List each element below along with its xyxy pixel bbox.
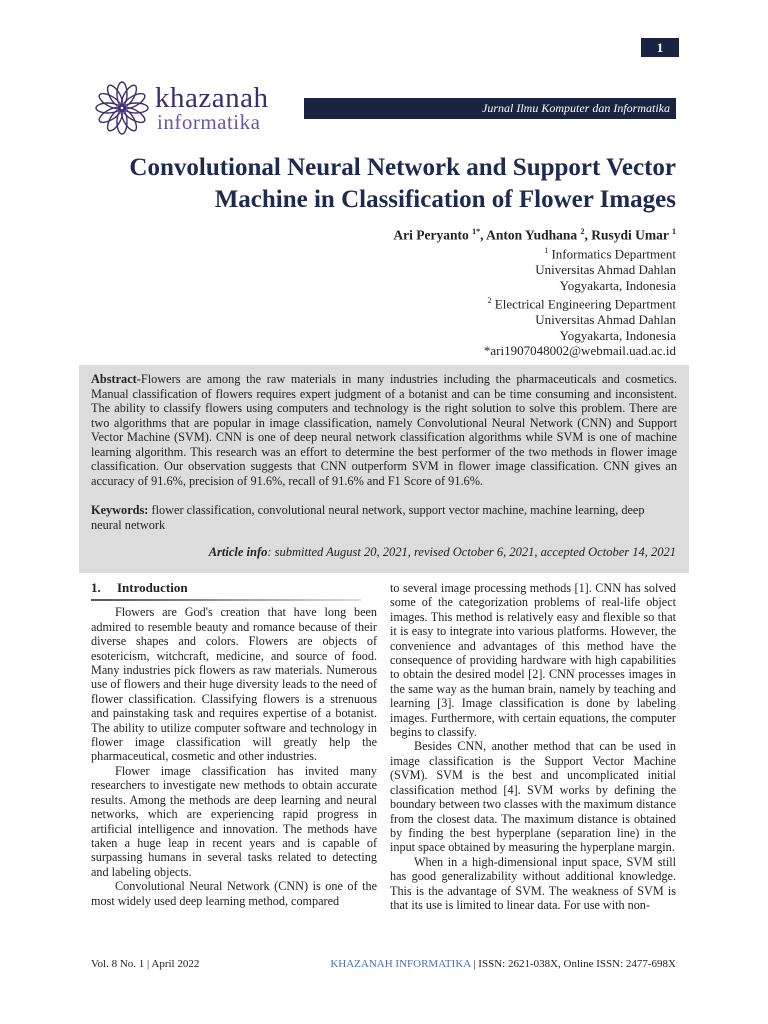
author-names: Ari Peryanto $^{1*}$, Anton Yudhana $^2$, Rusydi Umar $^1$ bbox=[393, 227, 676, 243]
paragraph: Flowers are God's creation that have long been admired to resemble beauty and romance because of their diverse shapes and colors. Flowers are objects of esotericism, witchcraft, medicine, and source of food. Many industries pick flowers as raw materials. Numerous use of flowers and their huge diversity leads to the need of flower classification. Classifying flowers is a strenuous and painstaking task and requires expertise of a botanist. The ability to utilize computer software and technology in flower image classification will greatly help the pharmaceutical, cosmetic and other industries. bbox=[91, 605, 377, 764]
author-3: Rusydi Umar bbox=[591, 227, 669, 243]
abstract-text: Flowers are among the raw materials in many industries including the pharmaceuticals and cosmetics. Manual classification of flowers requires expert judgment of a botanist and can be time consuming and inconsistent. The ability to classify flowers using computers and technology is the right solution to solve this problem. There are two algorithms that are popular in image classification, namely Convolutional Neural Network (CNN) and Support Vector Machine (SVM). CNN is one of deep neural network classification algorithms while SVM is one of machine learning algorithm. This research was an effort to determine the best performer of the two methods in flower image classification. Our observation suggests that CNN outperform SVM in flower image classification. CNN gives an accuracy of 91.6%, precision of 91.6%, recall of 91.6% and F1 Score of 91.6%. bbox=[91, 372, 677, 488]
title-line-2: Machine in Classification of Flower Images bbox=[214, 186, 676, 213]
paragraph: Flower image classification has invited many researchers to investigate new methods to obtain accurate results. Among the methods are deep learning and neural networks, which are experiencing rapid progress in artificial intelligence and innovation. The methods have taken a huge leap in recent years and is capable of surpassing humans in several tasks related to detecting and labeling objects. bbox=[91, 763, 377, 879]
keywords bbox=[91, 503, 677, 532]
article-info bbox=[209, 545, 676, 560]
article-info-label: Article info bbox=[208, 545, 268, 559]
journal-name-bar: Jurnal Ilmu Komputer dan Informatika bbox=[304, 98, 676, 119]
keywords-text: flower classification, convolutional neural network, support vector machine, machine learning, deep neural network bbox=[91, 503, 645, 532]
logo-wordmark-line2: informatika bbox=[157, 110, 261, 134]
abstract bbox=[91, 372, 677, 488]
affiliation-2-city: Yogyakarta, Indonesia bbox=[559, 327, 676, 343]
paragraph: When in a high-dimensional input space, SVM still has good generalizability without additional knowledge. This is the advantage of SVM. The weakness of SVM is that its use is limited to linear data. For use with non- bbox=[390, 854, 676, 912]
paragraph: Convolutional Neural Network (CNN) is one of the most widely used deep learning method, compared bbox=[91, 879, 377, 908]
author-2: Anton Yudhana bbox=[486, 227, 578, 243]
affiliation-1-dept: $^1$ Informatics Department bbox=[544, 246, 676, 262]
right-column bbox=[390, 581, 676, 912]
affiliation-2-dept: $^2$ Electrical Engineering Department bbox=[487, 296, 676, 312]
footer-issn: KHAZANAH INFORMATIKA | ISSN: 2621-038X, Online ISSN: 2477-698X bbox=[330, 958, 676, 970]
author-email: *ari1907048002@webmail.uad.ac.id bbox=[483, 343, 676, 359]
keywords-label: Keywords: bbox=[91, 503, 149, 517]
paragraph: to several image processing methods [1]. CNN has solved some of the categorization problems of real-life object images. This method is relatively easy and flexible so that it is easy to integrate into various platforms. However, the convenience and advantages of this method have the consequence of providing hardware with high capabilities to obtain the desired model [2]. CNN processes images in the same way as the human brain, namely by teaching and learning [3]. Image classification is done by labeling images. Furthermore, with certain equations, the computer begins to classify. bbox=[390, 581, 676, 740]
left-column bbox=[91, 581, 377, 908]
author-1-sup: 1* bbox=[472, 227, 481, 236]
affiliation-2-univ: Universitas Ahmad Dahlan bbox=[535, 312, 676, 328]
logo-wordmark-line1: khazanah bbox=[155, 82, 269, 114]
paragraph: Besides CNN, another method that can be used in image classification is the Support Vector Machine (SVM). SVM is the best and uncomplicated initial classification method [4]. SVM works by defining the boundary between two classes with the maximum distance from the closest data. The maximum distance is obtained by finding the best hyperplane (separation line) in the input space obtained by measuring the hyperplane margin. bbox=[390, 739, 676, 855]
section-heading: 1. Introduction bbox=[91, 580, 188, 595]
page-number: 1 bbox=[641, 38, 679, 57]
paper-title bbox=[96, 152, 676, 216]
author-block bbox=[393, 224, 676, 359]
title-line-1: Convolutional Neural Network and Support Vector bbox=[129, 154, 676, 181]
abstract-label: Abstract- bbox=[91, 372, 141, 386]
section-underline bbox=[91, 599, 361, 601]
article-info-text: : submitted August 20, 2021, revised October 6, 2021, accepted October 14, 2021 bbox=[267, 545, 676, 559]
affiliation-1-univ: Universitas Ahmad Dahlan bbox=[535, 262, 676, 278]
footer-brand: KHAZANAH INFORMATIKA bbox=[330, 958, 471, 970]
author-3-sup: 1 bbox=[672, 227, 676, 236]
author-1: Ari Peryanto bbox=[393, 227, 469, 243]
author-2-sup: 2 bbox=[580, 227, 585, 236]
affiliation-1-city: Yogyakarta, Indonesia bbox=[559, 277, 676, 293]
footer-volume: Vol. 8 No. 1 | April 2022 bbox=[91, 958, 200, 970]
